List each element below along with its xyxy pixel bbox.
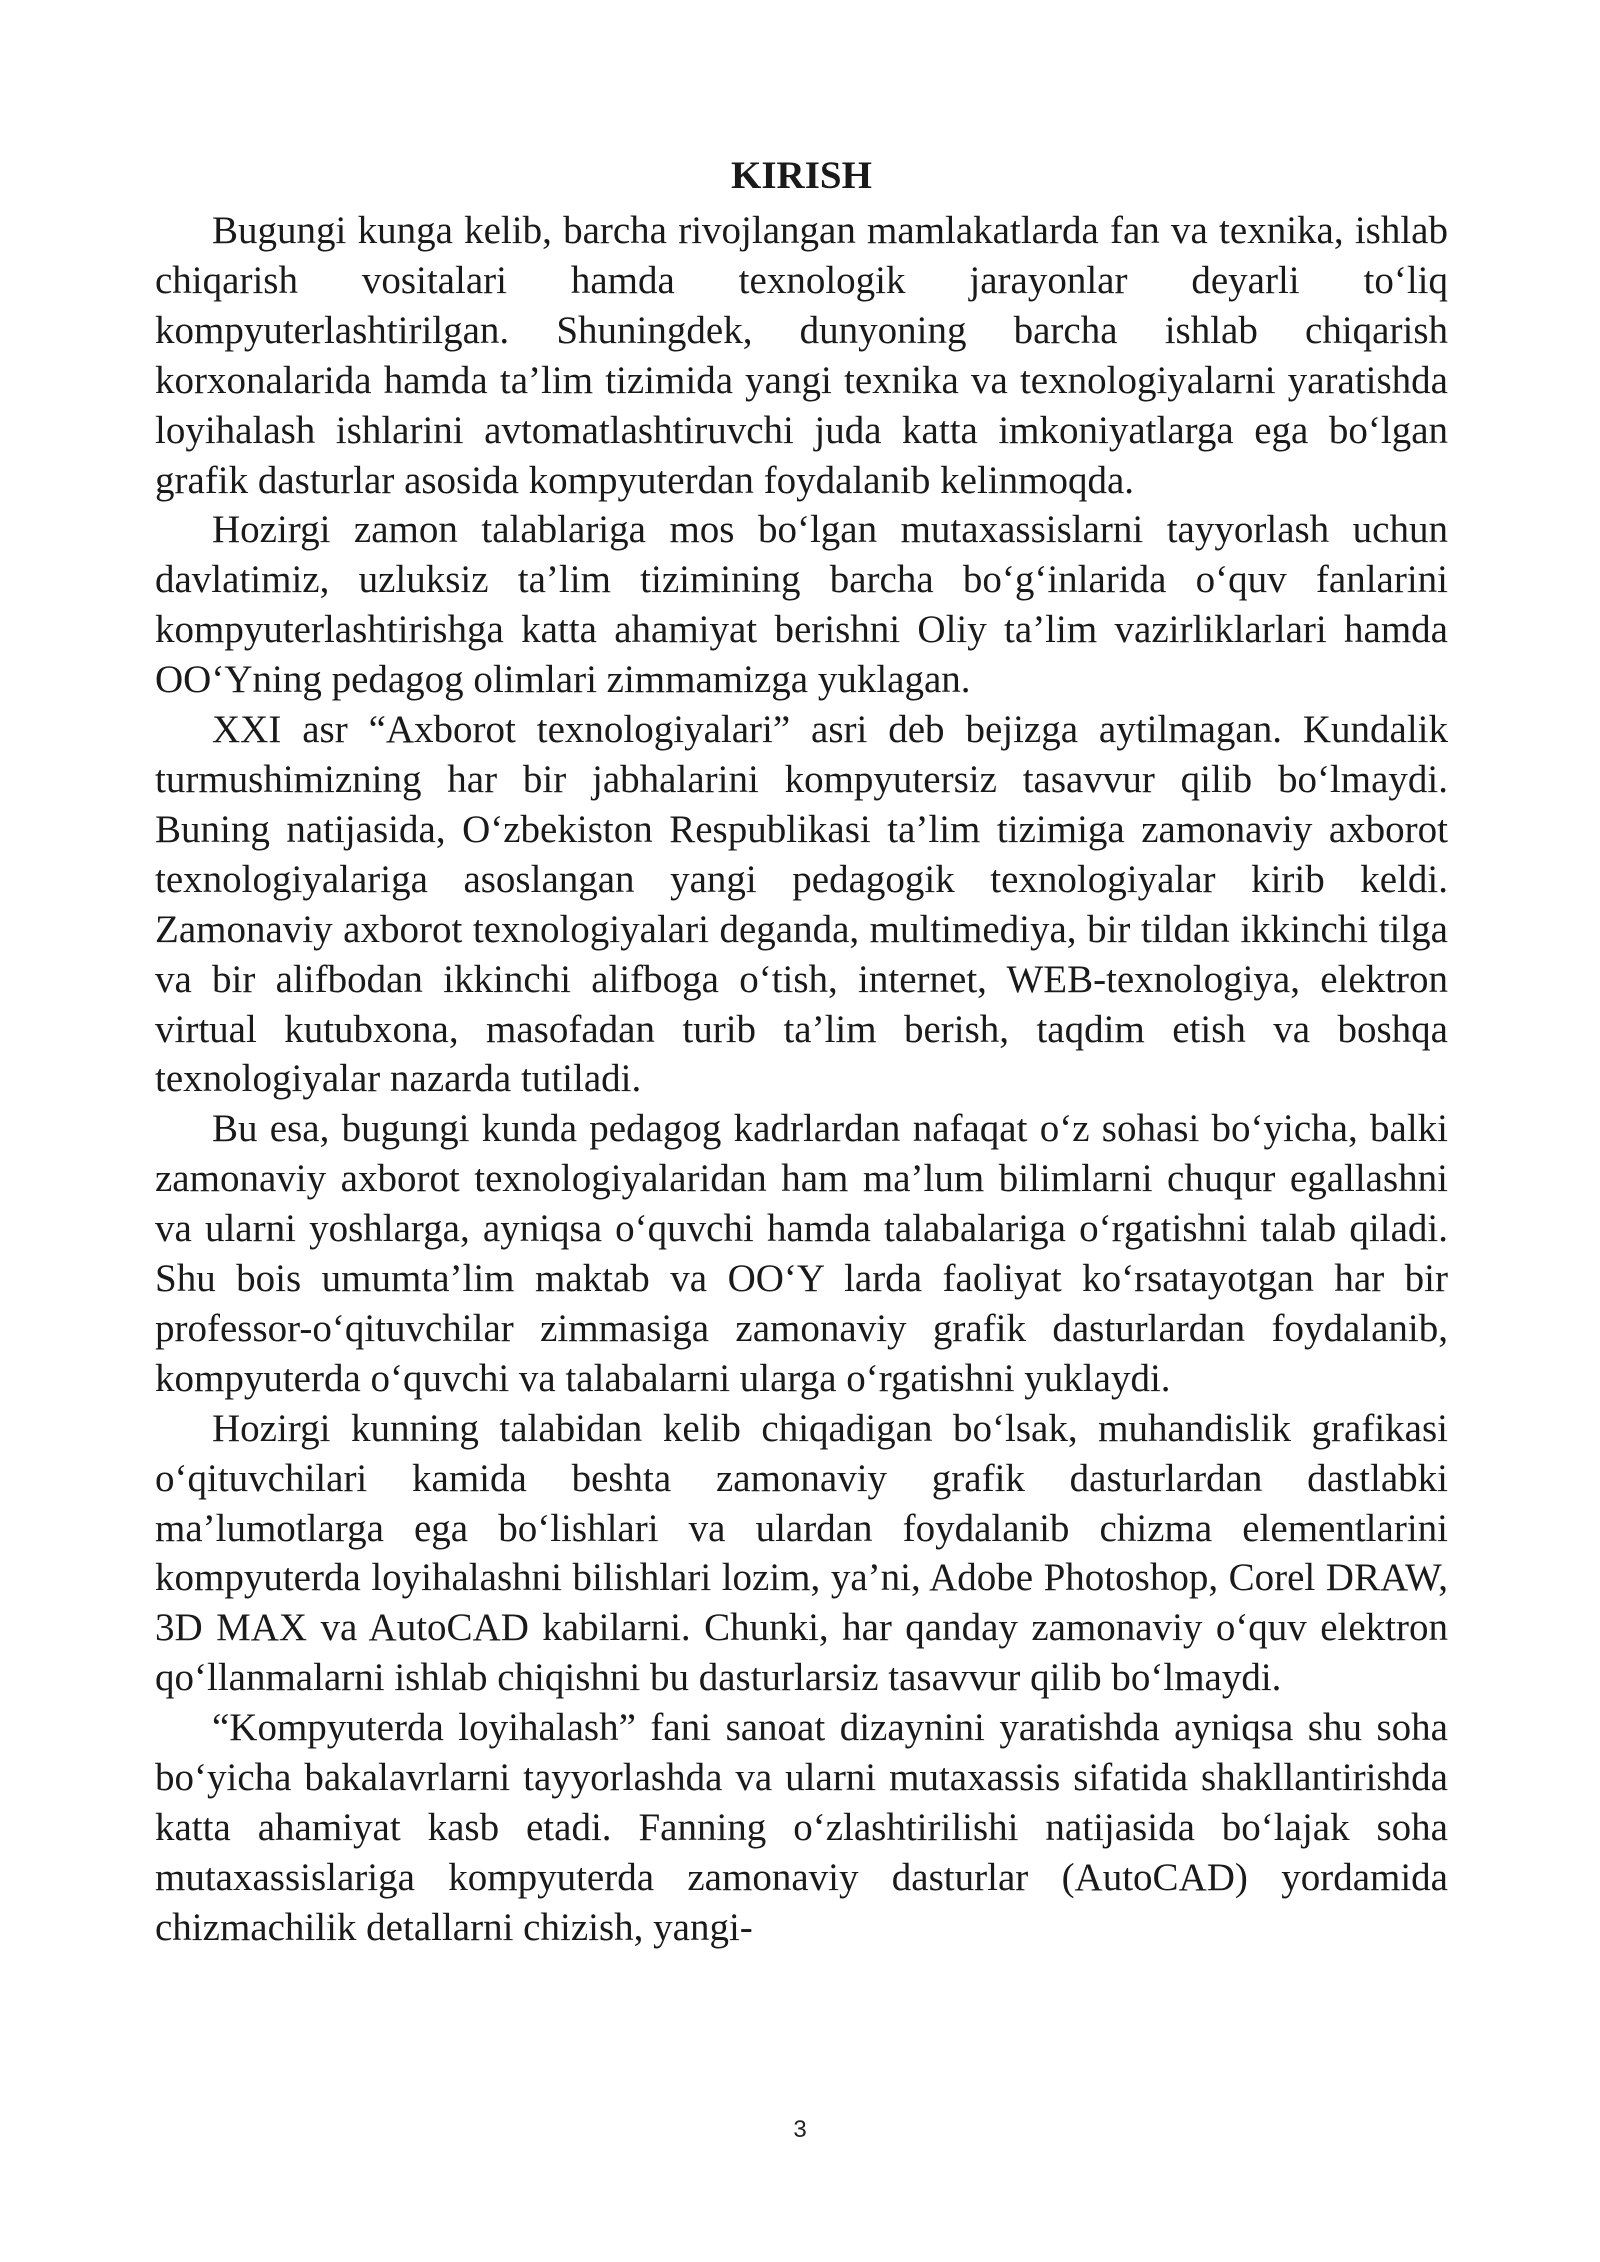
paragraph-4: Bu esa, bugungi kunda pedagog kadrlardan nafaqat o‘z sohasi bo‘yicha, balki zamonaviy axborot texnologiyalaridan ham ma’lum bilimlarni chuqur egallashni va ularni yoshlarga, ayniqsa o‘quvchi hamda talabalariga o‘rgatishni talab qiladi. Shu bois umumta’lim maktab va OO‘Y larda faoliyat ko‘rsatayotgan har bir professor-o‘qituvchilar zimmasiga zamonaviy grafik dasturlardan foydalanib, kompyuterda o‘quvchi va talabalarni ularga o‘rgatishni yuklaydi. — [155, 1107, 1448, 1400]
page-content — [155, 150, 1448, 1953]
page-title: KIRISH — [731, 154, 872, 197]
paragraph-5: Hozirgi kunning talabidan kelib chiqadigan bo‘lsak, muhandislik grafikasi o‘qituvchilari kamida beshta zamonaviy grafik dasturlardan dastlabki ma’lumotlarga ega bo‘lishlari va ulardan foydalanib chizma elementlarini kompyuterda loyihalashni bilishlari lozim, ya’ni, Adobe Photoshop, Corel DRAW, 3D MAX va AutoCAD kabilarni. Chunki, har qanday zamonaviy o‘quv elektron qo‘llanmalarni ishlab chiqishni bu dasturlarsiz tasavvur qilib bo‘lmaydi. — [155, 1406, 1448, 1700]
page-number: 3 — [793, 2116, 807, 2143]
paragraph-1: Bugungi kunga kelib, barcha rivojlangan mamlakatlarda fan va texnika, ishlab chiqarish vositalari hamda texnologik jarayonlar deyarli to‘liq kompyuterlashtirilgan. Shuningdek, dunyoning barcha ishlab chiqarish korxonalarida hamda ta’lim tizimida yangi texnika va texnologiyalarni yaratishda loyihalash ishlarini avtomatlashtiruvchi juda katta imkoniyatlarga ega bo‘lgan grafik dasturlar asosida kompyuterdan foydalanib kelinmoqda. — [155, 209, 1448, 502]
paragraph-2: Hozirgi zamon talablariga mos bo‘lgan mutaxassislarni tayyorlash uchun davlatimiz, uzluksiz ta’lim tizimining barcha bo‘g‘inlarida o‘quv fanlarini kompyuterlashtirishga katta ahamiyat berishni Oliy ta’lim vazirliklarlari hamda OO‘Yning pedagog olimlari zimmamizga yuklagan. — [155, 508, 1448, 702]
paragraph-3: XXI asr “Axborot texnologiyalari” asri deb bejizga aytilmagan. Kundalik turmushimizning har bir jabhalarini kompyutersiz tasavvur qilib bo‘lmaydi. Buning natijasida, O‘zbekiston Respublikasi ta’lim tizimiga zamonaviy axborot texnologiyalariga asoslangan yangi pedagogik texnologiyalar kirib keldi. Zamonaviy axborot texnologiyalari deganda, multimediya, bir tildan ikkinchi tilga va bir alifbodan ikkinchi alifboga o‘tish, internet, WEB-texnologiya, elektron virtual kutubxona, masofadan turib ta’lim berish, taqdim etish va boshqa texnologiyalar nazarda tutiladi. — [155, 708, 1448, 1101]
paragraph-6: “Kompyuterda loyihalash” fani sanoat dizaynini yaratishda ayniqsa shu soha bo‘yicha bakalavrlarni tayyorlashda va ularni mutaxassis sifatida shakllantirishda katta ahamiyat kasb etadi. Fanning o‘zlashtirilishi natijasida bo‘lajak soha mutaxassislariga kompyuterda zamonaviy dasturlar (AutoCAD) yordamida chizmachilik detallarni chizish, yangi- — [155, 1706, 1448, 1949]
